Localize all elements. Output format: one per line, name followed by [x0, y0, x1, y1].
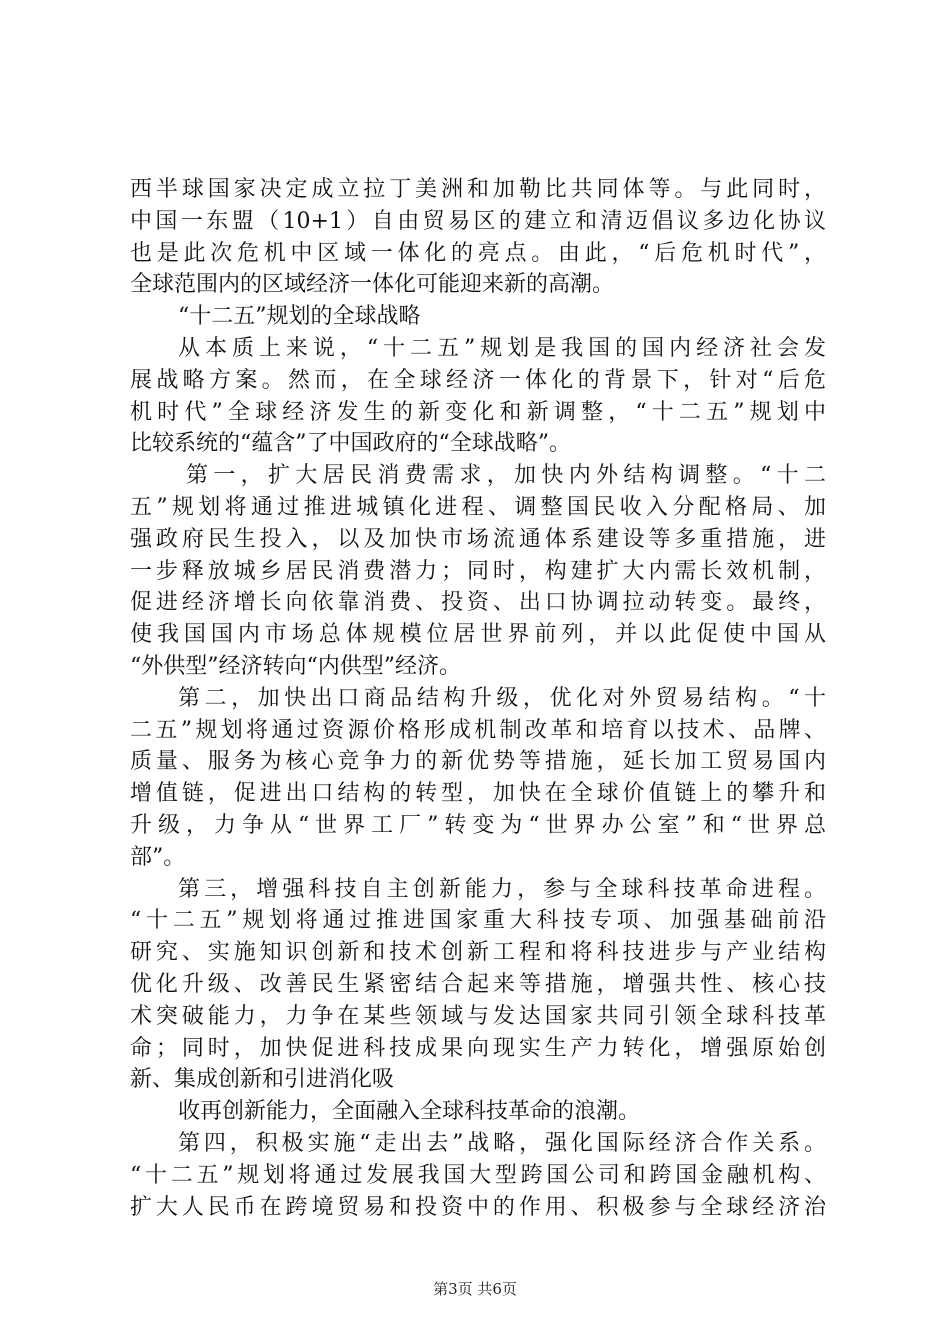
text-line: 第三，增强科技自主创新能力，参与全球科技革命进程。 — [178, 876, 826, 902]
text-line: “十二五”规划将通过推进国家重大科技专项、加强基础前沿 — [130, 908, 826, 934]
text-line: 西半球国家决定成立拉丁美洲和加勒比共同体等。与此同时， — [130, 177, 826, 202]
text-line: 新、集成创新和引进消化吸 — [130, 1067, 395, 1093]
text-line: 部”。 — [130, 844, 186, 870]
text-line: 扩大人民币在跨境贸易和投资中的作用、积极参与全球经济治 — [130, 1194, 826, 1220]
text-line: 收再创新能力，全面融入全球科技革命的浪潮。 — [178, 1099, 641, 1125]
page-number-footer: 第3页 共6页 — [433, 1280, 517, 1298]
text-line: 全球范围内的区域经济一体化可能迎来新的高潮。 — [130, 272, 615, 298]
text-line: “十二五”规划将通过发展我国大型跨国公司和跨国金融机构、 — [130, 1162, 826, 1188]
text-line: 质量、服务为核心竞争力的新优势等措施，延长加工贸易国内 — [130, 749, 826, 775]
text-line: 中国一东盟（10+1）自由贸易区的建立和清迈倡议多边化协议 — [130, 208, 826, 234]
section-heading: “十二五”规划的全球战略 — [178, 304, 421, 330]
text-line: 从本质上来说，“十二五”规划是我国的国内经济社会发 — [178, 335, 826, 361]
text-line: 展战略方案。然而，在全球经济一体化的背景下，针对“后危 — [130, 367, 826, 393]
text-line: 使我国国内市场总体规模位居世界前列，并以此促使中国从 — [130, 622, 826, 648]
text-line: 强政府民生投入，以及加快市场流通体系建设等多重措施，进 — [130, 526, 826, 552]
text-line: 机时代”全球经济发生的新变化和新调整，“十二五”规划中 — [130, 399, 826, 425]
text-line: 也是此次危机中区域一体化的亮点。由此，“后危机时代”， — [130, 240, 826, 266]
text-line: 第四，积极实施“走出去”战略，强化国际经济合作关系。 — [178, 1130, 826, 1156]
text-line: 五”规划将通过推进城镇化进程、调整国民收入分配格局、加 — [130, 494, 826, 520]
text-line: 一步释放城乡居民消费潜力；同时，构建扩大内需长效机制， — [130, 558, 826, 584]
text-line: “外供型”经济转向“内供型”经济。 — [130, 653, 461, 679]
text-line: 术突破能力，力争在某些领域与发达国家共同引领全球科技革 — [130, 1003, 826, 1029]
text-line: 第一，扩大居民消费需求，加快内外结构调整。“十二 — [186, 463, 826, 489]
text-line: 增值链，促进出口结构的转型，加快在全球价值链上的攀升和 — [130, 781, 826, 807]
text-line: 升级，力争从“世界工厂”转变为“世界办公室”和“世界总 — [130, 812, 826, 838]
text-line: 促进经济增长向依靠消费、投资、出口协调拉动转变。最终， — [130, 590, 826, 616]
text-line: 比较系统的“蕴含”了中国政府的“全球战略”。 — [130, 431, 571, 457]
text-line: 命；同时，加快促进科技成果向现实生产力转化，增强原始创 — [130, 1035, 826, 1061]
document-body — [130, 174, 826, 1223]
text-line: 第二，加快出口商品结构升级，优化对外贸易结构。“十 — [178, 685, 826, 711]
text-line: 优化升级、改善民生紧密结合起来等措施，增强共性、核心技 — [130, 971, 826, 997]
text-line: 研究、实施知识创新和技术创新工程和将科技进步与产业结构 — [130, 940, 826, 966]
text-line: 二五”规划将通过资源价格形成机制改革和培育以技术、品牌、 — [130, 717, 826, 743]
